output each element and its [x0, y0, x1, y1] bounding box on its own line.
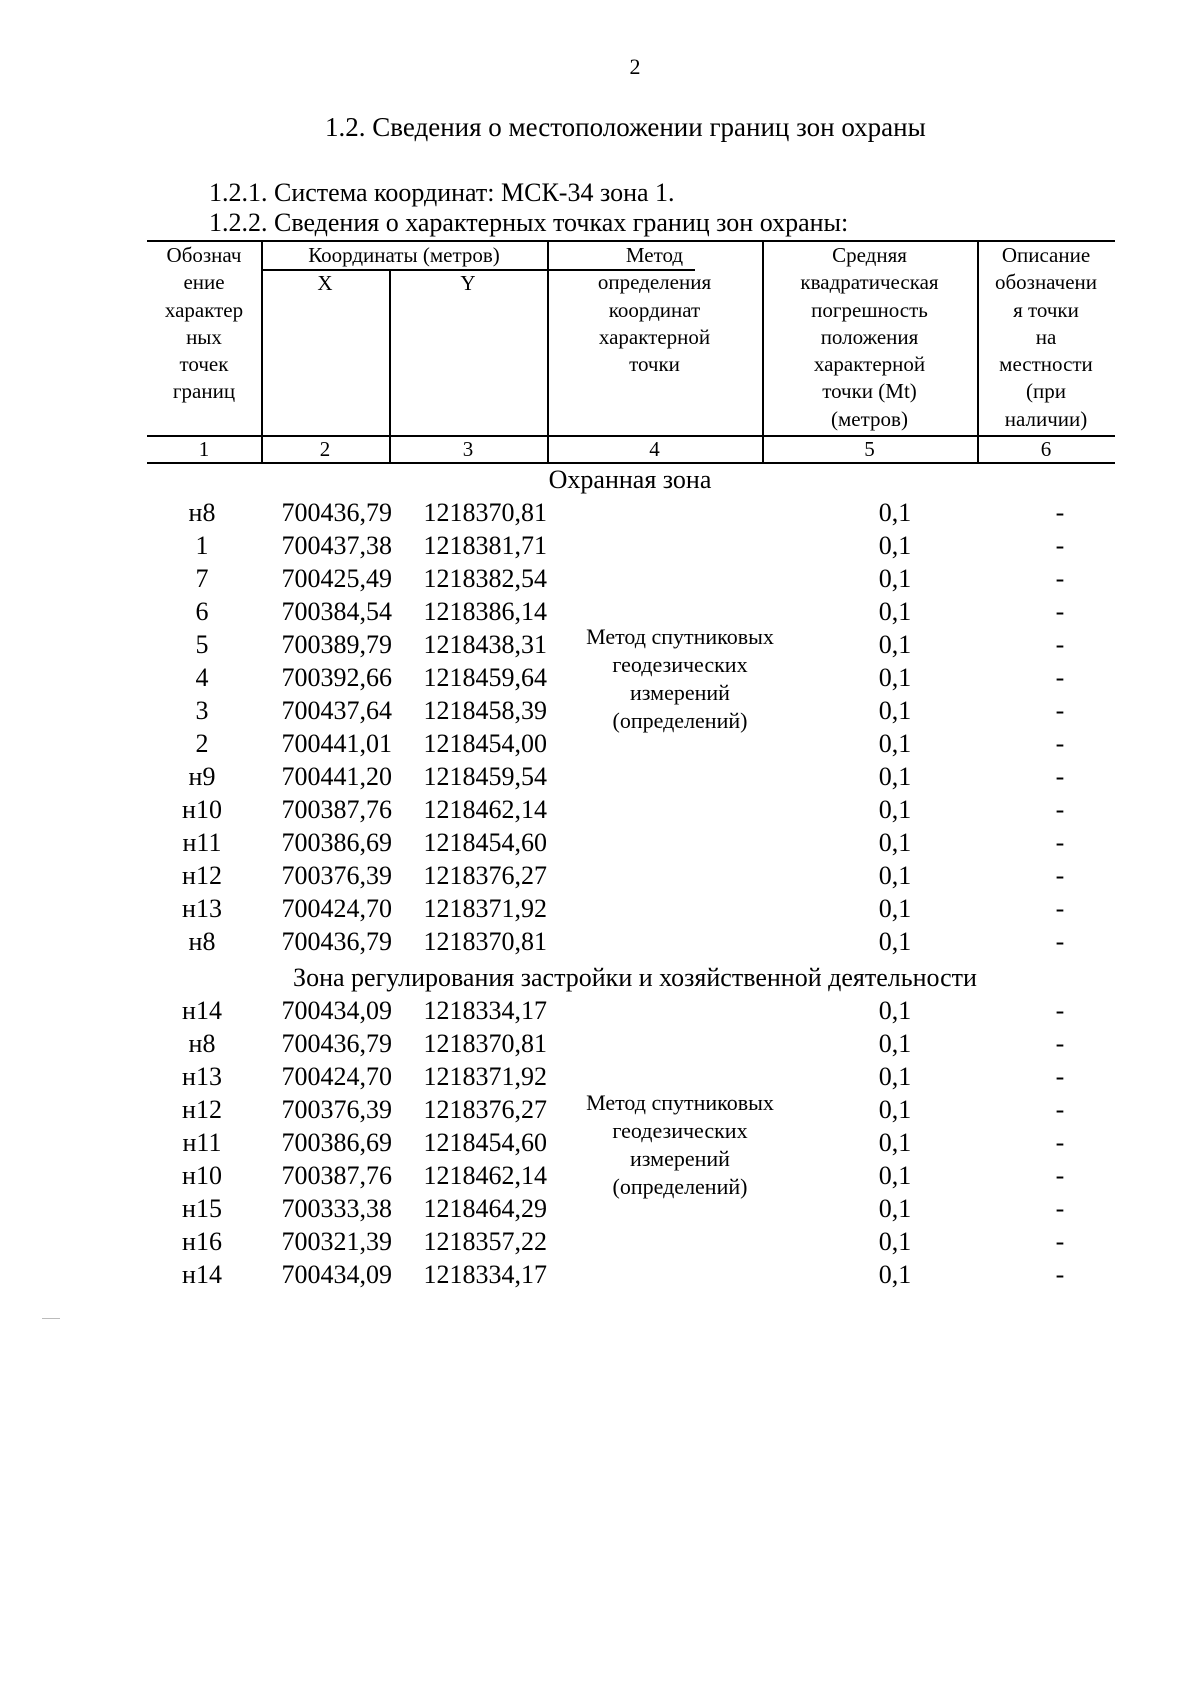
error-value: 0,1 — [878, 927, 912, 956]
error-value: 0,1 — [878, 1128, 912, 1157]
table-row — [0, 630, 1200, 663]
description-value: - — [1055, 597, 1065, 626]
description-value: - — [1055, 1260, 1065, 1289]
error-value: 0,1 — [878, 498, 912, 527]
column-number: 5 — [864, 437, 875, 461]
coord-x: 700436,79 — [281, 927, 392, 956]
coord-y: 1218382,54 — [423, 564, 547, 593]
coord-y: 1218357,22 — [423, 1227, 547, 1256]
coord-y: 1218370,81 — [423, 1029, 547, 1058]
table-row — [0, 1227, 1200, 1260]
description-value: - — [1055, 762, 1065, 791]
zone-title-regulation: Зона регулирования застройки и хозяйственной деятельности — [293, 963, 977, 992]
description-value: - — [1055, 729, 1065, 758]
table-row — [0, 795, 1200, 828]
description-value: - — [1055, 1128, 1065, 1157]
point-name: н14 — [182, 1260, 222, 1289]
point-name: н13 — [182, 894, 222, 923]
coord-y: 1218370,81 — [423, 498, 547, 527]
column-number: 3 — [462, 437, 474, 461]
header-bottom-rule — [147, 462, 1115, 464]
header-error: Средняя квадратическая погрешность положения характерной точки (Mt) (метров) — [800, 243, 939, 431]
description-value: - — [1055, 795, 1065, 824]
table-header — [147, 240, 1115, 464]
point-name: н11 — [182, 828, 222, 857]
error-value: 0,1 — [878, 894, 912, 923]
description-value: - — [1055, 564, 1065, 593]
error-value: 0,1 — [878, 597, 912, 626]
point-name: н12 — [182, 1095, 222, 1124]
zone2-method: Метод спутниковых геодезических измерений (определений) — [586, 1090, 774, 1199]
coord-x: 700321,39 — [281, 1227, 392, 1256]
description-value: - — [1055, 630, 1065, 659]
table-row — [0, 1194, 1200, 1227]
error-value: 0,1 — [878, 1062, 912, 1091]
point-name: н16 — [182, 1227, 222, 1256]
description-value: - — [1055, 1095, 1065, 1124]
coord-y: 1218459,54 — [423, 762, 547, 791]
point-name: н10 — [182, 1161, 222, 1190]
error-value: 0,1 — [878, 696, 912, 725]
coord-x: 700441,20 — [281, 762, 392, 791]
coord-x: 700387,76 — [281, 795, 392, 824]
coord-x: 700384,54 — [281, 597, 392, 626]
error-value: 0,1 — [878, 729, 912, 758]
point-name: 2 — [195, 729, 209, 758]
coord-y: 1218334,17 — [423, 996, 547, 1025]
description-value: - — [1055, 1062, 1065, 1091]
description-value: - — [1055, 663, 1065, 692]
header-y: Y — [460, 271, 476, 295]
point-name: н12 — [182, 861, 222, 890]
coord-x: 700437,38 — [281, 531, 392, 560]
coord-y: 1218454,60 — [423, 828, 547, 857]
description-value: - — [1055, 531, 1065, 560]
table-row — [0, 1161, 1200, 1194]
zone1-method: Метод спутниковых геодезических измерений (определений) — [586, 624, 774, 733]
description-value: - — [1055, 1194, 1065, 1223]
header-description: Описание обозначени я точки на местности (при наличии) — [994, 243, 1098, 431]
coord-y: 1218381,71 — [423, 531, 547, 560]
description-value: - — [1055, 696, 1065, 725]
table-row — [0, 762, 1200, 795]
coord-x: 700425,49 — [281, 564, 392, 593]
coord-x: 700441,01 — [281, 729, 392, 758]
header-method: Метод определения координат характерной точки — [597, 243, 712, 377]
description-value: - — [1055, 498, 1065, 527]
description-value: - — [1055, 996, 1065, 1025]
description-value: - — [1055, 927, 1065, 956]
coord-x: 700386,69 — [281, 828, 392, 857]
table-row — [0, 1260, 1200, 1293]
error-value: 0,1 — [878, 996, 912, 1025]
error-value: 0,1 — [878, 1095, 912, 1124]
coord-y: 1218376,27 — [423, 1095, 547, 1124]
coord-y: 1218454,60 — [423, 1128, 547, 1157]
point-name: 1 — [195, 531, 209, 560]
table-row — [0, 1029, 1200, 1062]
point-name: 6 — [195, 597, 209, 626]
table-row — [0, 861, 1200, 894]
coord-x: 700387,76 — [281, 1161, 392, 1190]
description-value: - — [1055, 1029, 1065, 1058]
coord-y: 1218370,81 — [423, 927, 547, 956]
coord-x: 700424,70 — [281, 894, 392, 923]
coord-x: 700437,64 — [281, 696, 392, 725]
point-name: 3 — [195, 696, 209, 725]
coord-x: 700436,79 — [281, 498, 392, 527]
error-value: 0,1 — [878, 1227, 912, 1256]
point-name: н13 — [182, 1062, 222, 1091]
coord-y: 1218458,39 — [423, 696, 547, 725]
column-number: 4 — [649, 437, 660, 461]
table-row — [0, 663, 1200, 696]
point-name: 4 — [195, 663, 209, 692]
table-row — [0, 1095, 1200, 1128]
error-value: 0,1 — [878, 630, 912, 659]
table-row — [0, 894, 1200, 927]
column-number: 2 — [319, 437, 331, 461]
points-heading: 1.2.2. Сведения о характерных точках границ зон охраны: — [209, 208, 849, 237]
coord-x: 700434,09 — [281, 1260, 392, 1289]
description-value: - — [1055, 828, 1065, 857]
table-row — [0, 927, 1200, 960]
page-number: 2 — [629, 54, 641, 79]
error-value: 0,1 — [878, 663, 912, 692]
coord-x: 700424,70 — [281, 1062, 392, 1091]
table-row — [0, 564, 1200, 597]
coord-y: 1218462,14 — [423, 1161, 547, 1190]
point-name: н14 — [182, 996, 222, 1025]
description-value: - — [1055, 1161, 1065, 1190]
section-title: 1.2. Сведения о местоположении границ зон охраны — [325, 112, 926, 142]
point-name: н9 — [188, 762, 216, 791]
coord-x: 700434,09 — [281, 996, 392, 1025]
point-name: 5 — [195, 630, 209, 659]
error-value: 0,1 — [878, 795, 912, 824]
coord-x: 700389,79 — [281, 630, 392, 659]
coord-y: 1218462,14 — [423, 795, 547, 824]
point-name: н8 — [188, 498, 216, 527]
zone-title-protection: Охранная зона — [548, 465, 712, 494]
description-value: - — [1055, 861, 1065, 890]
error-value: 0,1 — [878, 1194, 912, 1223]
coord-y: 1218376,27 — [423, 861, 547, 890]
description-value: - — [1055, 1227, 1065, 1256]
coord-x: 700376,39 — [281, 861, 392, 890]
error-value: 0,1 — [878, 1161, 912, 1190]
coord-x: 700386,69 — [281, 1128, 392, 1157]
coord-y: 1218371,92 — [423, 1062, 547, 1091]
table-row — [0, 531, 1200, 564]
coordinate-system-line: 1.2.1. Система координат: МСК-34 зона 1. — [209, 178, 675, 207]
table-row — [0, 498, 1200, 531]
header-point-designation: Обознач ение характер ных точек границ — [164, 243, 244, 404]
point-name: н8 — [188, 1029, 216, 1058]
coord-x: 700333,38 — [281, 1194, 392, 1223]
error-value: 0,1 — [878, 762, 912, 791]
error-value: 0,1 — [878, 564, 912, 593]
coord-x: 700392,66 — [281, 663, 392, 692]
point-name: н15 — [182, 1194, 222, 1223]
point-name: н11 — [182, 1128, 222, 1157]
table-row — [0, 597, 1200, 630]
error-value: 0,1 — [878, 1029, 912, 1058]
error-value: 0,1 — [878, 828, 912, 857]
table-row — [0, 996, 1200, 1029]
table-row — [0, 1128, 1200, 1161]
error-value: 0,1 — [878, 531, 912, 560]
column-number: 1 — [198, 437, 210, 461]
scan-artifact — [42, 1318, 60, 1319]
error-value: 0,1 — [878, 1260, 912, 1289]
column-number: 6 — [1040, 437, 1052, 461]
coord-y: 1218334,17 — [423, 1260, 547, 1289]
coord-y: 1218459,64 — [423, 663, 547, 692]
coord-x: 700376,39 — [281, 1095, 392, 1124]
coord-y: 1218454,00 — [423, 729, 547, 758]
header-x: X — [317, 271, 333, 295]
point-name: н10 — [182, 795, 222, 824]
coord-y: 1218371,92 — [423, 894, 547, 923]
table-row — [0, 729, 1200, 762]
table-row — [0, 828, 1200, 861]
table-row — [0, 1062, 1200, 1095]
description-value: - — [1055, 894, 1065, 923]
coord-y: 1218438,31 — [423, 630, 547, 659]
error-value: 0,1 — [878, 861, 912, 890]
coord-y: 1218386,14 — [423, 597, 547, 626]
header-col-divider — [389, 269, 391, 463]
header-coordinates: Координаты (метров) — [308, 243, 500, 267]
coord-x: 700436,79 — [281, 1029, 392, 1058]
table-row — [0, 696, 1200, 729]
point-name: 7 — [195, 564, 209, 593]
coord-y: 1218464,29 — [423, 1194, 547, 1223]
point-name: н8 — [188, 927, 216, 956]
